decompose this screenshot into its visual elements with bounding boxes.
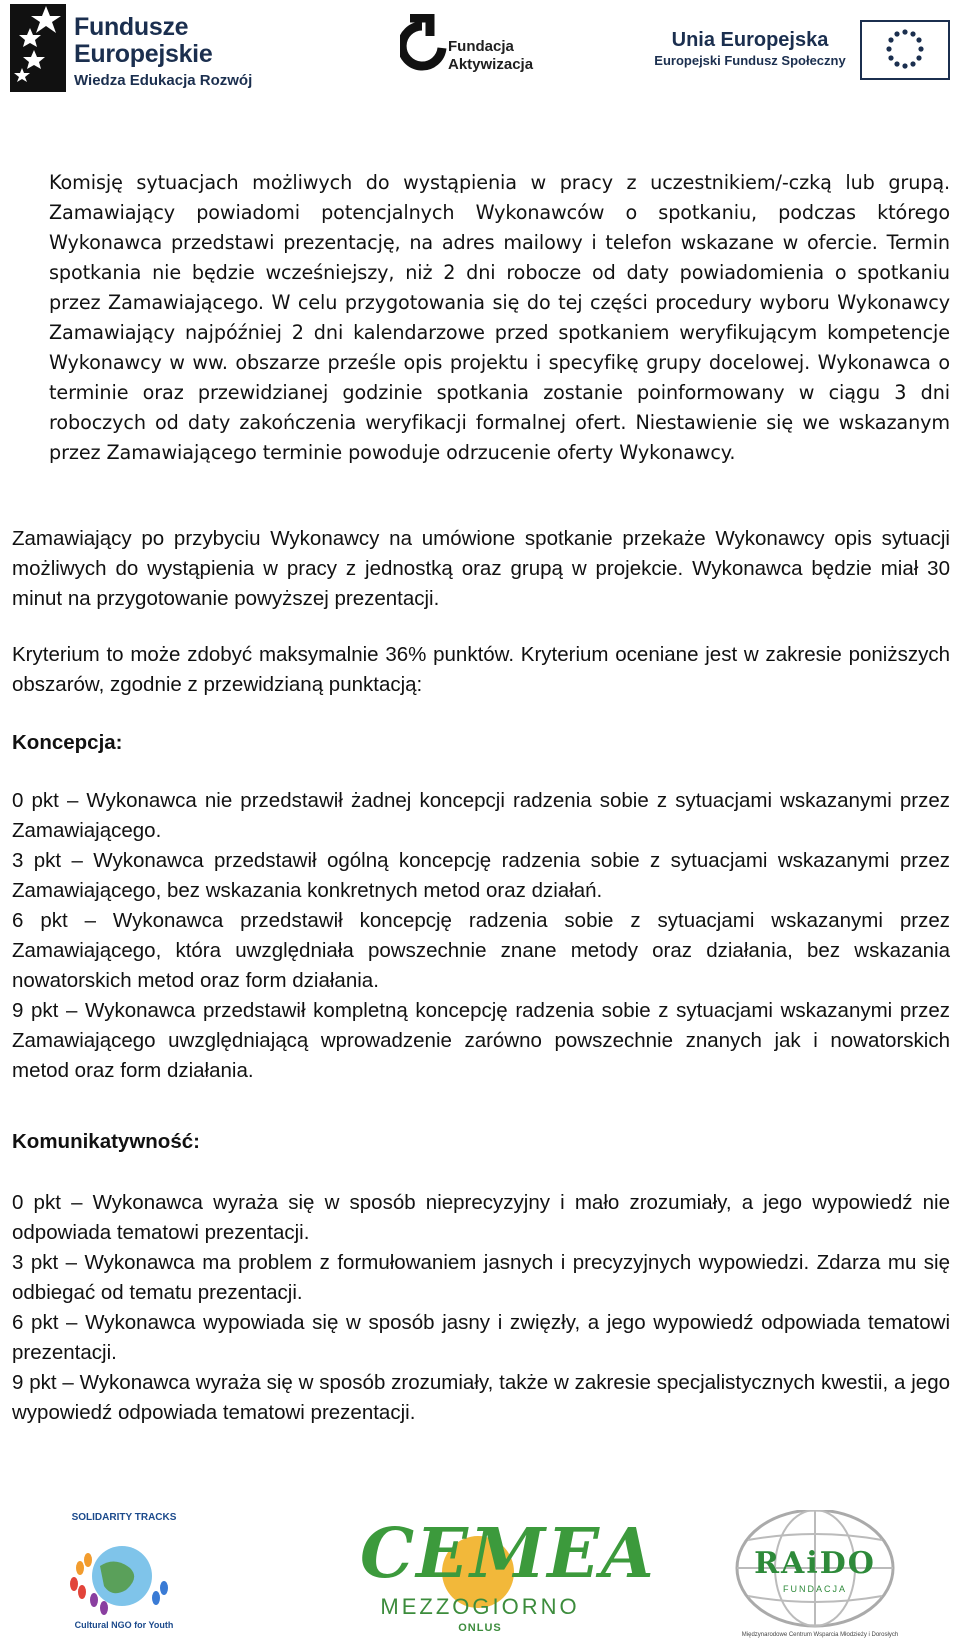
list-item: 6 pkt – Wykonawca przedstawił koncepcję radzenia sobie z sytuacjami wskazanymi przez Zamawiającego, która uwzględniała powszechnie znane metody oraz działania, bez wskazania nowatorskich metod oraz form działania.	[12, 909, 950, 992]
fa-circle-arrow-icon	[400, 14, 448, 78]
raido-logo-caption: Międzynarodowe Centrum Wsparcia Młodzieży i Dorosłych	[741, 1632, 899, 1638]
fa-logo-line1: Fundacja	[448, 38, 514, 55]
paragraph-presentation: Zamawiający po przybyciu Wykonawcy na umówione spotkanie przekaże Wykonawcy opis sytuacji możliwych do wystąpienia w pracy z jednostką oraz grupą w projekcie. Wykonawca będzie miał 30 minut na przygotowanie powyższej prezentacji.	[12, 527, 950, 610]
list-item: 9 pkt – Wykonawca wyraża się w sposób zrozumiały, także w zakresie specjalistycznych kwestii, a jego wypowiedź odpowiada tematowi prezentacji.	[12, 1371, 950, 1424]
cemea-logo-onlus: ONLUS	[458, 1622, 502, 1634]
fundacja-aktywizacja-logo	[400, 14, 560, 84]
footer-logos	[0, 1510, 960, 1644]
heading-koncepcja: Koncepcja:	[12, 731, 123, 754]
eu-flag-icon	[860, 20, 950, 80]
cemea-logo	[360, 1510, 656, 1644]
header-logos	[0, 0, 960, 110]
list-item: 6 pkt – Wykonawca wypowiada się w sposób jasny i zwięzły, a jego wypowiedź odpowiada tematowi prezentacji.	[12, 1311, 950, 1364]
st-logo-title: SOLIDARITY TRACKS	[71, 1512, 177, 1523]
cemea-logo-word: CEMEA	[360, 1514, 656, 1594]
fundusze-europejskie-logo	[8, 2, 278, 98]
paragraph-criterion: Kryterium to może zdobyć maksymalnie 36% punktów. Kryterium oceniane jest w zakresie poniższych obszarów, zgodnie z przewidzianą punktacją:	[12, 643, 950, 696]
raido-logo	[730, 1510, 920, 1644]
solidarity-tracks-logo	[50, 1510, 190, 1644]
fe-logo-line1: Fundusze	[74, 13, 189, 41]
raido-logo-sub: FUNDACJA	[782, 1584, 847, 1594]
heading-komunikatywnosc: Komunikatywność:	[12, 1130, 200, 1153]
ue-logo-line1: Unia Europejska	[671, 29, 829, 51]
fe-logo-line3: Wiedza Edukacja Rozwój	[74, 72, 253, 89]
solidarity-tracks-icon	[60, 1526, 180, 1618]
fa-logo-line2: Aktywizacja	[448, 56, 534, 73]
fe-logo-line2: Europejskie	[74, 40, 213, 68]
list-item: 9 pkt – Wykonawca przedstawił kompletną koncepcję radzenia sobie z sytuacjami wskazanymi przez Zamawiającego uwzględniającą wprowadzenie zarówno powszechnie znanych jak i nowatorskich metod oraz form działania.	[12, 999, 950, 1082]
list-koncepcja	[12, 786, 950, 1086]
list-item: 3 pkt – Wykonawca ma problem z formułowaniem jasnych i precyzyjnych wypowiedzi. Zdarza mu się odbiegać od tematu prezentacji.	[12, 1251, 950, 1304]
list-komunikatywnosc	[12, 1188, 950, 1428]
raido-logo-word: RAiDO	[754, 1546, 876, 1581]
cemea-logo-sub: MEZZOGIORNO	[380, 1594, 580, 1619]
unia-europejska-logo	[650, 18, 950, 84]
fe-stars-icon	[8, 2, 68, 94]
list-item: 0 pkt – Wykonawca wyraża się w sposób nieprecyzyjny i mało zrozumiały, a jego wypowiedź nie odpowiada tematowi prezentacji.	[12, 1191, 950, 1244]
st-logo-subtitle: Cultural NGO for Youth	[74, 1620, 174, 1630]
paragraph-procedure: Komisję sytuacjach możliwych do wystąpienia w pracy z uczestnikiem/-czką lub grupą. Zamawiający powiadomi potencjalnych Wykonawców o spotkaniu, podczas którego Wykonawca przedstawi prezentację, na adres mailowy i telefon wskazane w ofercie. Termin spotkania nie będzie wcześniejszy, niż 2 dni robocze od daty powiadomienia o spotkaniu przez Zamawiającego. W celu przygotowania się do tej części procedury wyboru Wykonawcy Zamawiający najpóźniej 2 dni kalendarzowe przed spotkaniem weryfikującym kompetencje Wykonawcy w ww. obszarze prześle opis projektu i specyfikę grupy docelowej. Wykonawca o terminie oraz przewidzianej godzinie spotkania zostanie poinformowany w ciągu 3 dni roboczych od daty zakończenia weryfikacji formalnej ofert. Niestawienie się we wskazanym przez Zamawiającego terminie powoduje odrzucenie oferty Wykonawcy.	[49, 171, 950, 464]
list-item: 3 pkt – Wykonawca przedstawił ogólną koncepcję radzenia sobie z sytuacjami wskazanymi przez Zamawiającego, bez wskazania konkretnych metod oraz działań.	[12, 849, 950, 902]
ue-logo-line2: Europejski Fundusz Społeczny	[654, 53, 846, 68]
list-item: 0 pkt – Wykonawca nie przedstawił żadnej koncepcji radzenia sobie z sytuacjami wskazanymi przez Zamawiającego.	[12, 789, 950, 842]
